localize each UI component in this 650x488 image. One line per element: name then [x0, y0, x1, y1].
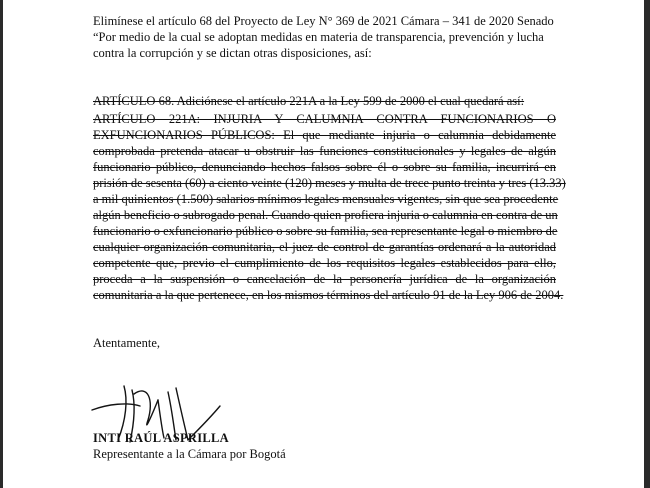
article-heading: ARTÍCULO 68. Adiciónese el artículo 221A a la Ley 599 de 2000 el cual quedará así:	[93, 94, 525, 108]
article-line: comunitaria a la que pertenece, en los mismos términos del artículo 91 de la Ley 906 de 2004.	[93, 288, 564, 302]
intro-line: “Por medio de la cual se adoptan medidas en materia de transparencia, prevención y lucha	[93, 30, 544, 44]
signatory-name: INTI RAÚL ASPRILLA	[93, 431, 229, 445]
signatory-title: Representante a la Cámara por Bogotá	[93, 447, 286, 461]
article-line: competente que, previo el cumplimiento de los requisitos legales establecidos para ello,	[93, 256, 556, 270]
intro-line: contra la corrupción y se dictan otras disposiciones, así:	[93, 46, 372, 60]
article-line: prisión de sesenta (60) a ciento veinte (120) meses y multa de trece punto treinta y tres (13.33)	[93, 176, 566, 190]
right-border	[644, 0, 650, 488]
left-border	[0, 0, 3, 488]
article-line: a mil quinientos (1.500) salarios mínimos legales mensuales vigentes, sin que sea procedente	[93, 192, 559, 206]
article-line: funcionario o exfuncionario público o sobre su familia, sea representante legal o miembro de	[93, 224, 558, 238]
closing-text: Atentamente,	[93, 336, 160, 350]
signature-block	[93, 430, 286, 462]
article-line: comprobada pretenda atacar u obstruir las funciones constitucionales y legales de algún	[93, 144, 556, 158]
article-line: algún beneficio o subrogado penal. Cuando quien profiera injuria o calumnia en contra de un	[93, 208, 558, 222]
article-line: cualquier organización comunitaria, el juez de control de garantías ordenará a la autoridad	[93, 240, 556, 254]
article-line: funcionario público, denunciando hechos falsos sobre él o sobre su familia, incurrirá en	[93, 160, 556, 174]
article-line: proceda a la suspensión o cancelación de la personería jurídica de la organización	[93, 272, 556, 286]
article-line: ARTÍCULO 221A: INJURIA Y CALUMNIA CONTRA FUNCIONARIOS O	[93, 112, 556, 126]
intro-line: Elimínese el artículo 68 del Proyecto de Ley N° 369 de 2021 Cámara – 341 de 2020 Senado	[93, 14, 554, 28]
article-line: EXFUNCIONARIOS PÚBLICOS: El que mediante injuria o calumnia debidamente	[93, 128, 556, 142]
